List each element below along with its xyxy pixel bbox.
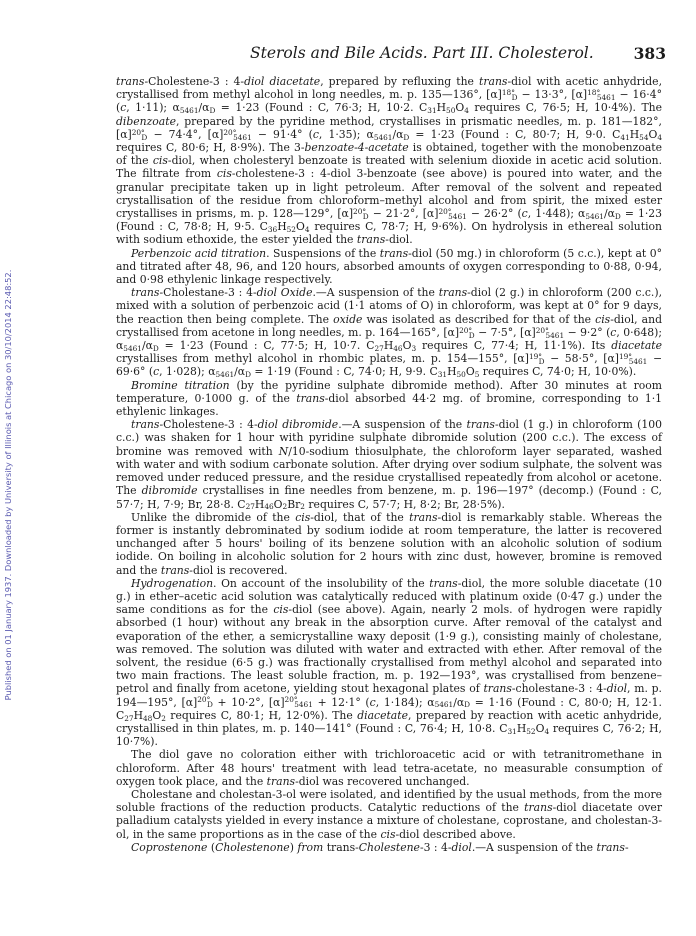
paragraph-dibromide-stability: Unlike the dibromide of the cis-diol, that of the trans-diol is remarkably stable. Whereas the former is instantly debrominated by sodium iodide at room temperature, the latter is recovered unchanged after 5 hours' boiling of its benzene solution with an alcoholic solution of sodium iodide. On boiling in alcoholic solution for 2 hours with zinc dust, however, bromine is removed and the trans-diol is recovered.	[116, 510, 663, 577]
paragraph-diol-oxide: trans-Cholestane-3 : 4-diol Oxide.—A suspension of the trans-diol (2 g.) in chloroform (200 c.c.), mixed with a solution of perbenzoic acid (1·1 atoms of O) in chloroform, was kept at 0° for 9 days, the reaction then being complete. The oxide was isolated as described for that of the cis-diol, and crystallised from acetone in long needles, m. p. 164—165°, $[\alpha]^{20^\circ}_D - 7\cdot 5^\circ$, $[\alpha]^{20^\circ}_{5461} - 9\cdot 2^\circ$ (c, 0·648); $\alpha_{5461}/\alpha_D = 1\cdot 23$ (Found : C, 77·5; H, 10·7. $C_{27}H_{46}O_3$ requires C, 77·4; H, 11·1%). Its diacetate crystallises from methyl alcohol in rhombic plates, m. p. 154—155°, $[\alpha]^{19^\circ}_D - 58\cdot 5^\circ$, $[\alpha]^{19^\circ}_{5461} - 69\cdot 6^\circ$ (c, 1·028); $\alpha_{5461}/\alpha_D = 1\cdot 19$ (Found : C, 74·0; H, 9·9. $C_{31}H_{50}O_5$ requires C, 74·0; H, 10·0%).	[116, 286, 663, 380]
rotation-value: $[\alpha]^{20^\circ}_{5461}$	[520, 325, 565, 340]
paragraph-hydrogenation: Hydrogenation. On account of the insolubility of the trans-diol, the more soluble diacetate (10 g.) in ether–acetic acid solution was catalytically reduced with platinum oxide (0·47 g.) under the same conditions as for the cis-diol (see above). Again, nearly 2 mols. of hydrogen were rapidly absorbed (1 hour) without any break in the absorption curve. After removal of the catalyst and evaporation of the ether, a semicrystalline waxy deposit (1·9 g.), consisting mainly of cholestane, was removed. The solution was diluted with water and extracted with ether. After removal of the solvent, the residue (6·5 g.) was fractionally crystallised from methyl alcohol and separated into two main fractions. The least soluble fraction, m. p. 192—193°, was crystallised from benzene–petrol and finally from acetone, yielding stout hexagonal plates of trans-cholestane-3 : 4-diol, m. p. 194—195°, $[\alpha]^{20^\circ}_D + 10\cdot 2^\circ$, $[\alpha]^{20^\circ}_{5461} + 12\cdot 1^\circ$ (c, 1·184); $\alpha_{5461}/\alpha_D = 1\cdot 16$ (Found : C, 80·0; H, 12·1. $C_{27}H_{48}O_2$ requires C, 80·1; H, 12·0%). The diacetate, prepared by reaction with acetic anhydride, crystallised in thin plates, m. p. 140—141° (Found : C, 76·4; H, 10·8. $C_{31}H_{52}O_4$ requires C, 76·2; H, 10·7%).	[116, 576, 662, 749]
paragraph-dibromide: trans-Cholestene-3 : 4-diol dibromide.—A suspension of the trans-diol (1 g.) in chloroform (100 c.c.) was shaken for 1 hour with pyridine sulphate dibromide solution (200 c.c.). The excess of bromine was removed with N/10-sodium thiosulphate, the chloroform layer separated, washed with water and with sodium carbonate solution. After drying over sodium sulphate, the solvent was removed under reduced pressure, and the residue crystallised repeatedly from alcohol or acetone. The dibromide crystallises in fine needles from benzene, m. p. 196—197° (decomp.) (Found : C, 57·7; H, 7·9; Br, 28·8. $C_{27}H_{46}O_2Br_2$ requires C, 57·7; H, 8·2; Br, 28·5%).	[116, 418, 662, 512]
paragraph-diol-tests: The diol gave no coloration either with trichloroacetic acid or with tetranitromethane in chloroform. After 48 hours' treatment with lead tetra-acetate, no measurable consumption of oxygen took place, and the trans-diol was recovered unchanged.	[116, 748, 662, 788]
rotation-value: $[\alpha]^{19^\circ}_D$	[513, 351, 545, 367]
rotation-value: $[\alpha]^{20^\circ}_D$	[181, 695, 213, 710]
paragraph-cholestane-isolation: Cholestane and cholestan-3-ol were isolated, and identified by the usual methods, from the more soluble fractions of the reduction products. Catalytic reductions of the trans-diol diacetate over palladium catalysts yielded in every instance a mixture of cholestane, coprostane, and cholestan-3-ol, in the same proportions as in the case of the cis-diol described above.	[116, 787, 663, 841]
download-watermark-text: Published on 01 January 1937. Downloaded by University of Illinois at Chicago on 30/10/2014 22:48:52.	[3, 269, 13, 701]
rotation-value: $[\alpha]^{20^\circ}_D$	[443, 325, 475, 340]
rotation-value: $[\alpha]^{20^\circ}_D$	[337, 206, 369, 221]
rotation-value: $[\alpha]^{18^\circ}_{5461}$	[571, 87, 616, 103]
rotation-value: $[\alpha]^{20^\circ}_{5461}$	[422, 206, 467, 221]
rotation-value: $[\alpha]^{18^\circ}_D$	[486, 87, 518, 103]
paragraph-diacetate: trans-Cholestene-3 : 4-diol diacetate, prepared by refluxing the trans-diol with acetic anhydride, crystallised from methyl alcohol in long needles, m. p. 135—136°, $[\alpha]^{18^\circ}_D - 13\cdot 3^\circ$, $[\alpha]^{18^\circ}_{5461} - 16\cdot 4^\circ$ (c, 1·11); $\alpha_{5461}/\alpha_D = 1\cdot 23$ (Found : C, 76·3; H, 10·2. $C_{31}H_{50}O_4$ requires C, 76·5; H, 10·4%). The dibenzoate, prepared by the pyridine method, crystallises in prismatic needles, m. p. 181—182°, $[\alpha]^{20^\circ}_D - 74\cdot 4^\circ$, $[\alpha]^{20^\circ}_{5461} - 91\cdot 4^\circ$ (c, 1·35); $\alpha_{5461}/\alpha_D = 1\cdot 23$ (Found : C, 80·7; H, 9·0. $C_{41}H_{54}O_4$ requires C, 80·6; H, 8·9%). The 3-benzoate-4-acetate is obtained, together with the monobenzoate of the cis-diol, when cholesteryl benzoate is treated with selenium dioxide in acetic acid solution. The filtrate from cis-cholestene-3 : 4-diol 3-benzoate (see above) is poured into water, and the granular precipitate taken up in light petroleum. After removal of the solvent and repeated crystallisation of the residue from chloroform–methyl alcohol and from spirit, the mixed ester crystallises in prisms, m. p. 128—129°, $[\alpha]^{20^\circ}_D - 21\cdot 2^\circ$, $[\alpha]^{20^\circ}_{5461} - 26\cdot 2^\circ$ (c, 1·448); $\alpha_{5461}/\alpha_D = 1\cdot 23$ (Found : C, 78·8; H, 9·5. $C_{36}H_{52}O_4$ requires C, 78·7; H, 9·6%). On hydrolysis in ethereal solution with sodium ethoxide, the ester yielded the trans-diol.	[116, 75, 663, 247]
paragraph-bromine-titration: Bromine titration (by the pyridine sulphate dibromide method). After 30 minutes at room temperature, 0·1000 g. of the trans-diol absorbed 44·2 mg. of bromine, corresponding to 1·1 ethylenic linkages.	[116, 378, 662, 419]
rotation-value: $[\alpha]^{19^\circ}_{5461}$	[603, 351, 648, 367]
page-number: 383	[633, 44, 666, 63]
rotation-value: $[\alpha]^{20^\circ}_{5461}$	[207, 127, 252, 142]
page-header	[120, 44, 666, 64]
rotation-value: $[\alpha]^{20^\circ}_{5461}$	[268, 695, 313, 710]
download-watermark	[1, 100, 15, 870]
running-title: Sterols and Bile Acids. Part III. Cholesterol.	[250, 44, 594, 62]
paragraph-perbenzoic-titration: Perbenzoic acid titration. Suspensions of the trans-diol (50 mg.) in chloroform (5 c.c.), kept at 0° and titrated after 48, 96, and 120 hours, absorbed amounts of oxygen corresponding to 0·88, 0·94, and 0·98 ethylenic linkage respectively.	[116, 246, 662, 287]
paragraph-coprostenone: Coprostenone (Cholestenone) from trans-Cholestene-3 : 4-diol.—A suspension of the trans-	[131, 840, 629, 854]
rotation-value: $[\alpha]^{20^\circ}_D$	[116, 127, 148, 142]
article-body	[116, 75, 662, 854]
